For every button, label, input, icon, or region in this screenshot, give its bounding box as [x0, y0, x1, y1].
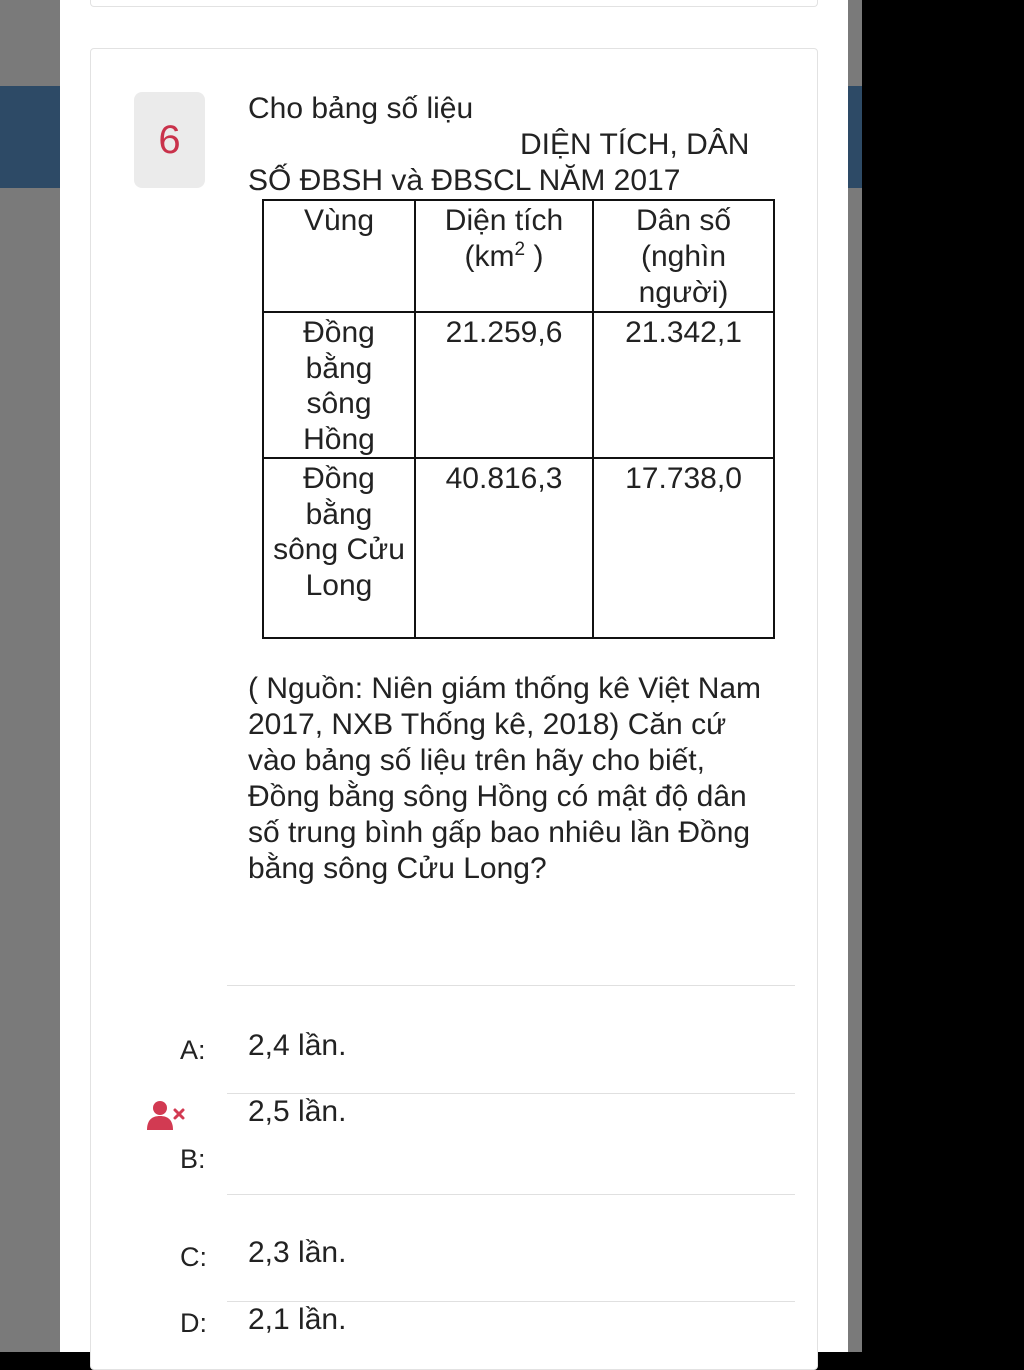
option-d-text[interactable]: 2,1 lần.: [248, 1303, 347, 1336]
right-header-band: [848, 86, 862, 188]
row-population: 17.738,0: [593, 458, 774, 638]
table-row: [263, 458, 774, 638]
option-a-letter: A:: [180, 1035, 206, 1065]
header-area: [415, 200, 593, 312]
header-area-label: Diện tích: [444, 204, 564, 237]
option-a-text[interactable]: 2,4 lần.: [248, 1029, 347, 1062]
question-number-badge: 6: [134, 92, 205, 188]
header-region: Vùng: [263, 200, 415, 312]
table-title-line-1: DIỆN TÍCH, DÂN: [520, 128, 750, 161]
option-c-letter: C:: [180, 1242, 207, 1272]
row-region: Đồng bằng sông Hồng: [263, 312, 415, 458]
table-row: [263, 312, 774, 458]
right-scroll-gutter: [848, 0, 862, 1352]
header-area-unit-sup: 2: [514, 239, 526, 260]
header-area-unit-open: (km: [464, 240, 515, 273]
row-area: 40.816,3: [415, 458, 593, 638]
header-area-unit-close: ): [525, 240, 544, 273]
header-population: Dân số (nghìn người): [593, 200, 774, 312]
divider: [227, 985, 795, 986]
data-table: [262, 199, 775, 639]
question-intro: Cho bảng số liệu: [248, 92, 474, 125]
option-c-text[interactable]: 2,3 lần.: [248, 1236, 347, 1269]
option-b-text[interactable]: 2,5 lần.: [248, 1095, 347, 1128]
wrong-answer-icon: [146, 1099, 186, 1131]
question-source-and-prompt: ( Nguồn: Niên giám thống kê Việt Nam 2017, NXB Thống kê, 2018) Căn cứ vào bảng số liệu trên hãy cho biết, Đồng bằng sông Hồng có mật độ dân số trung bình gấp bao nhiêu lần Đồng bằng sông Cửu Long?: [248, 672, 762, 885]
left-header-band: [0, 86, 60, 188]
table-header-row: [263, 200, 774, 312]
row-region: Đồng bằng sông Cửu Long: [263, 458, 415, 638]
previous-question-card: [90, 0, 818, 7]
row-population: 21.342,1: [593, 312, 774, 458]
row-area: 21.259,6: [415, 312, 593, 458]
divider: [227, 1194, 795, 1195]
option-d-letter: D:: [180, 1308, 207, 1338]
left-scroll-gutter: [0, 0, 60, 1352]
table-title-line-2: SỐ ĐBSH và ĐBSCL NĂM 2017: [248, 164, 681, 197]
option-b-letter: B:: [180, 1144, 206, 1174]
